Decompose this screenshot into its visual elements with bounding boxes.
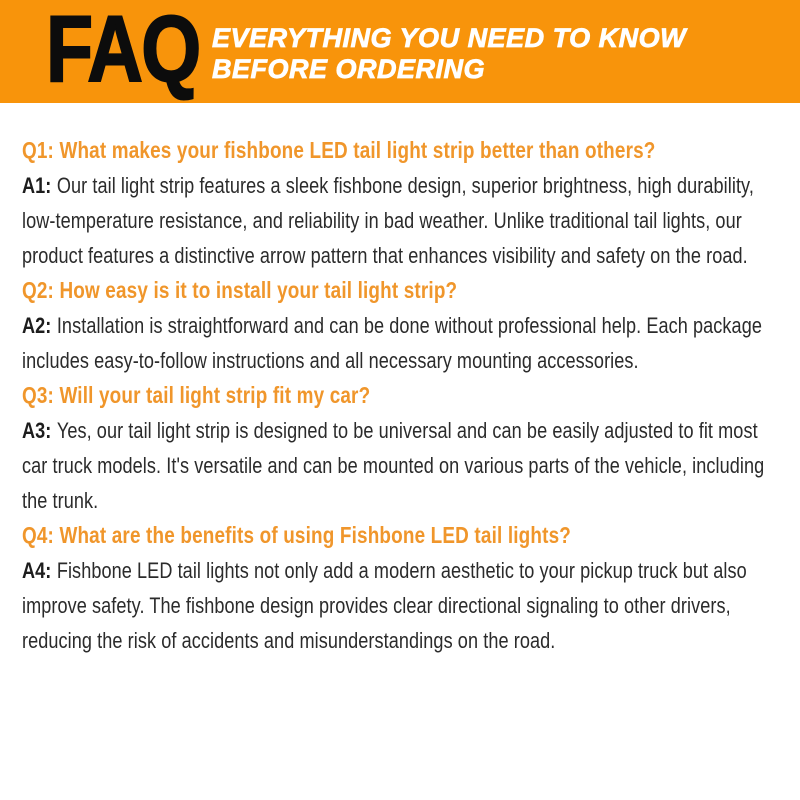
answer-2-text: Installation is straightforward and can be done without professional help. Each package includes easy-to-follow instructions and all necessary mounting accessories.: [22, 313, 762, 373]
answer-2: [22, 308, 772, 378]
answer-1-prefix: A1:: [22, 173, 52, 198]
header-band: [0, 0, 800, 103]
header-subtitle: [212, 23, 686, 85]
question-4: Q4: What are the benefits of using Fishbone LED tail lights?: [22, 522, 571, 548]
answer-3: [22, 413, 772, 518]
answer-4: [22, 553, 772, 658]
answer-1-text: Our tail light strip features a sleek fishbone design, superior brightness, high durability, low-temperature resistance, and reliability in bad weather. Unlike traditional tail lights, our product features a distinctive arrow pattern that enhances visibility and safety on the road.: [22, 173, 754, 268]
subtitle-line-2: BEFORE ORDERING: [212, 54, 486, 84]
question-1: Q1: What makes your fishbone LED tail light strip better than others?: [22, 137, 656, 163]
subtitle-line-1: EVERYTHING YOU NEED TO KNOW: [212, 23, 687, 53]
question-3: Q3: Will your tail light strip fit my car?: [22, 382, 371, 408]
faq-list: [22, 133, 772, 658]
answer-1: [22, 168, 772, 273]
faq-title: FAQ: [46, 0, 200, 101]
answer-4-text: Fishbone LED tail lights not only add a modern aesthetic to your pickup truck but also improve safety. The fishbone design provides clear directional signaling to other drivers, reducing the risk of accidents and misunderstandings on the road.: [22, 558, 747, 653]
answer-2-prefix: A2:: [22, 313, 52, 338]
faq-content: [0, 103, 800, 658]
answer-3-text: Yes, our tail light strip is designed to be universal and can be easily adjusted to fit most car truck models. It's versatile and can be mounted on various parts of the vehicle, including the trunk.: [22, 418, 765, 513]
answer-4-prefix: A4:: [22, 558, 52, 583]
answer-3-prefix: A3:: [22, 418, 52, 443]
question-2: Q2: How easy is it to install your tail light strip?: [22, 277, 458, 303]
